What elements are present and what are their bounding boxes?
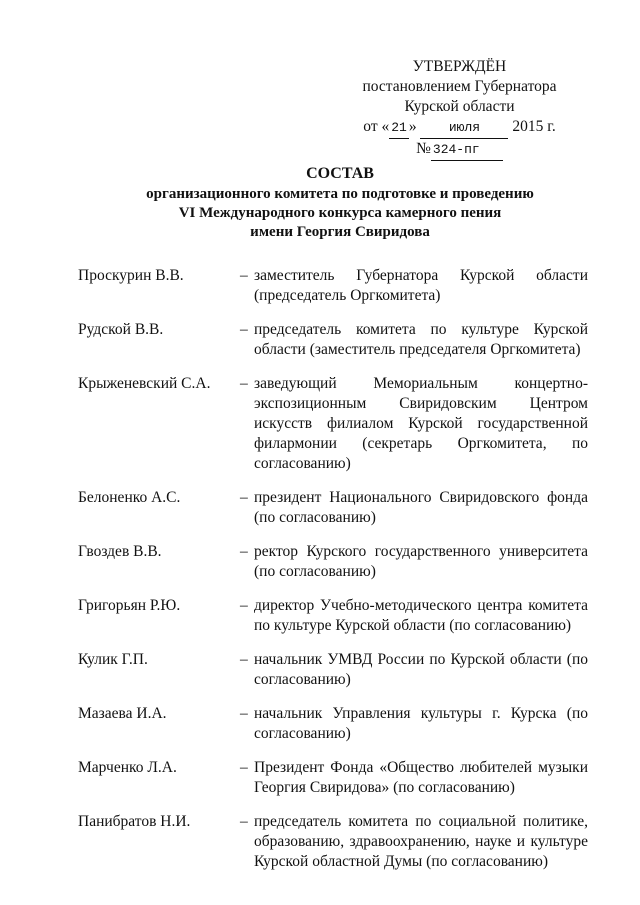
member-row — [78, 758, 588, 798]
member-row — [78, 596, 588, 636]
member-dash: – — [240, 597, 248, 614]
number-prefix: № — [416, 140, 431, 157]
approval-region: Курской области — [404, 98, 515, 115]
approval-heading: УТВЕРЖДЁН — [412, 58, 507, 75]
member-dash: – — [240, 705, 248, 722]
member-role: председатель комитета по социальной политике, образованию, здравоохранению, науке и культуре Курской областной Думы (по согласованию) — [254, 813, 588, 870]
member-name: Мазаева И.А. — [78, 705, 167, 722]
approval-act-type: постановлением Губернатора — [362, 78, 557, 95]
number-value: 324-пг — [431, 140, 503, 161]
date-mid: » — [408, 118, 417, 135]
member-name: Григорьян Р.Ю. — [78, 597, 181, 614]
title-main: СОСТАВ — [306, 165, 374, 182]
member-role: заместитель Губернатора Курской области (председатель Оргкомитета) — [254, 267, 588, 304]
date-month: июля — [420, 118, 508, 139]
member-row — [78, 812, 588, 872]
member-role: директор Учебно-методического центра комитета по культуре Курской области (по согласованию) — [254, 597, 588, 634]
members-list — [78, 266, 588, 872]
member-row — [78, 374, 588, 474]
member-name: Панибратов Н.И. — [78, 813, 191, 830]
member-name: Гвоздев В.В. — [78, 543, 162, 560]
member-dash: – — [240, 813, 248, 830]
member-dash: – — [240, 489, 248, 506]
member-role: президент Национального Свиридовского фонда (по согласованию) — [254, 489, 588, 526]
date-prefix: от « — [363, 118, 390, 135]
member-dash: – — [240, 321, 248, 338]
member-name: Кулик Г.П. — [78, 651, 148, 668]
member-name: Проскурин В.В. — [78, 267, 184, 284]
member-name: Крыженевский С.А. — [78, 375, 211, 392]
date-year: 2015 г. — [512, 118, 556, 135]
title-sub-line: VI Международного конкурса камерного пения — [178, 205, 502, 221]
member-role: начальник Управления культуры г. Курска (по согласованию) — [254, 705, 588, 742]
document-title — [60, 164, 620, 242]
member-row — [78, 542, 588, 582]
member-role: Президент Фонда «Общество любителей музыки Георгия Свиридова» (по согласованию) — [254, 759, 588, 796]
member-dash: – — [240, 759, 248, 776]
member-row — [78, 704, 588, 744]
approval-stamp — [352, 57, 567, 161]
title-sub-line: организационного комитета по подготовке и проведению — [146, 186, 534, 202]
member-role: начальник УМВД России по Курской области (по согласованию) — [254, 651, 588, 688]
approval-date — [352, 117, 567, 139]
member-row — [78, 266, 588, 306]
member-name: Белоненко А.С. — [78, 489, 181, 506]
member-row — [78, 320, 588, 360]
member-role: председатель комитета по культуре Курской области (заместитель председателя Оргкомитета) — [254, 321, 588, 358]
member-row — [78, 650, 588, 690]
member-dash: – — [240, 651, 248, 668]
member-dash: – — [240, 375, 248, 392]
member-name: Рудской В.В. — [78, 321, 164, 338]
approval-number — [352, 139, 567, 161]
title-sub-line: имени Георгия Свиридова — [250, 224, 430, 240]
member-name: Марченко Л.А. — [78, 759, 177, 776]
member-row — [78, 488, 588, 528]
member-dash: – — [240, 543, 248, 560]
member-role: заведующий Мемориальным концертно-экспозиционным Свиридовским Центром искусств филиалом Курской государственной филармонии (секретарь Оргкомитета, по согласованию) — [254, 375, 588, 472]
date-day: 21 — [389, 118, 409, 139]
member-dash: – — [240, 267, 248, 284]
member-role: ректор Курского государственного университета (по согласованию) — [254, 543, 588, 580]
